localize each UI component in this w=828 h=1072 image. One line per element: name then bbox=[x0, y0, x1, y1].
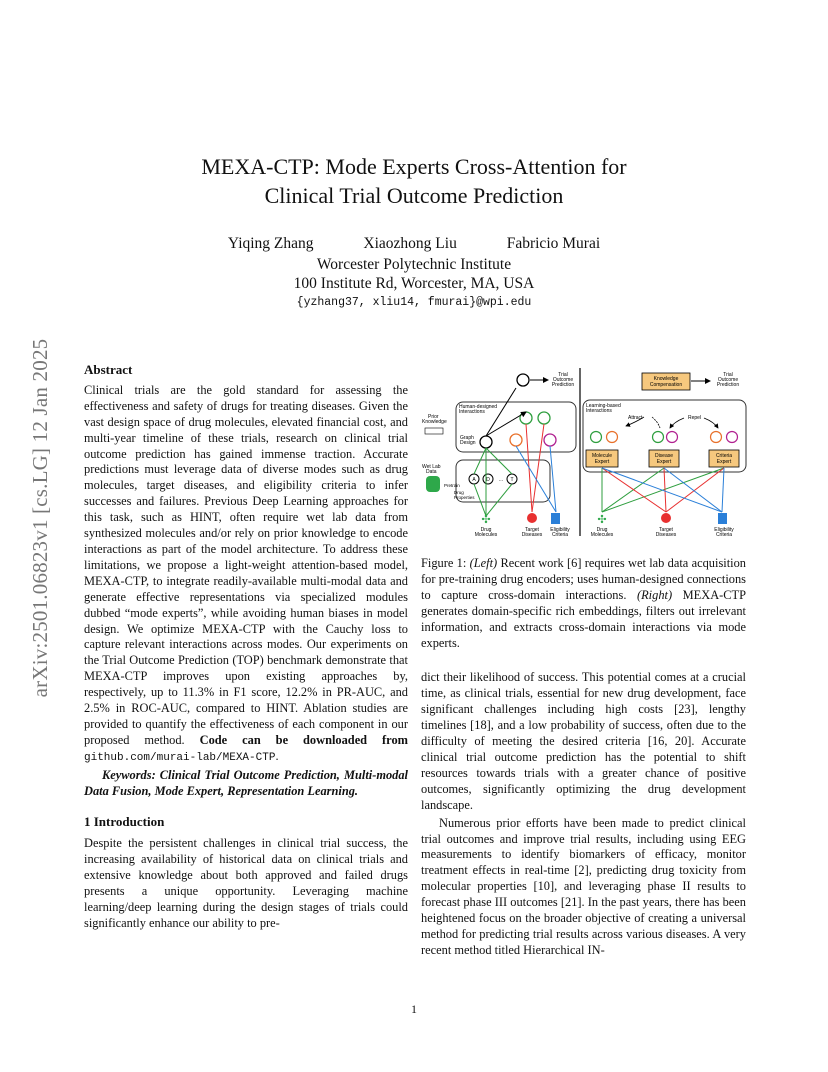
arxiv-identifier: arXiv:2501.06823v1 [cs.LG] 12 Jan 2025 bbox=[28, 338, 52, 698]
intro-paragraph-1-continued: dict their likelihood of success. This potential comes at a crucial time, as clinical trials, essential for new drug development, face significant challenges including high costs [23], lengthy timelines [18], and a low probability of success, often due to the difficulty of meeting the desired criteria [16, 20]. Accurate clinical trial outcome prediction has the potential to shift resources towards trials with a greater chance of positive outcomes, significantly optimizing the drug development landscape. bbox=[421, 670, 746, 812]
adme-d-text: D bbox=[486, 477, 490, 483]
adme-ellipsis: ... bbox=[498, 477, 504, 483]
target-diseases-icon-right bbox=[661, 513, 671, 523]
expert-node-3 bbox=[653, 432, 664, 443]
graph-node bbox=[480, 436, 492, 448]
author-list bbox=[0, 235, 828, 253]
left-column bbox=[84, 362, 408, 932]
introduction-heading: 1 Introduction bbox=[84, 814, 165, 830]
caption-right-tag: (Right) bbox=[636, 587, 673, 602]
intro-paragraph-2: Numerous prior efforts have been made to predict clinical trial outcomes and improve trial results, including using EEG measurements to identify biomarkers of efficacy, monitor treatment effects in real-time [2], predicting drug toxicity from molecular properties [10], and leveraging phase II results to forecast phase III outcomes [21]. In the past years, there has been heightened focus on the broader objective of creating a universal method for predicting trial results across various diseases. A very recent method titled Hierarchical IN- bbox=[421, 815, 746, 957]
repel-label: Repel bbox=[688, 415, 702, 421]
criteria-doc-icon-left bbox=[551, 513, 560, 524]
expert-node-5 bbox=[711, 432, 722, 443]
title-line-1: MEXA-CTP: Mode Experts Cross-Attention for bbox=[201, 154, 627, 179]
molecule-expert-label: Molecule Expert bbox=[591, 453, 613, 465]
attract-label: Attract bbox=[628, 415, 643, 421]
caption-left-tag: (Left) bbox=[469, 556, 498, 570]
caption-right-text: MEXA-CTP generates domain-specific rich embeddings, filters out irrelevant information, and extracts cross-domain interactions via mode experts. bbox=[421, 587, 746, 650]
learning-based-label: Learning-based Interactions bbox=[586, 403, 621, 414]
human-designed-label: Human-designed Interactions bbox=[459, 404, 498, 415]
title-line-2: Clinical Trial Outcome Prediction bbox=[264, 183, 564, 208]
disease-node bbox=[510, 434, 522, 446]
database-icon bbox=[426, 476, 440, 492]
eligibility-criteria-label-right: Eligibility Criteria bbox=[714, 527, 734, 538]
drug-properties-label: Drug Properties bbox=[454, 490, 475, 500]
code-availability: Code can be downloaded from bbox=[199, 732, 408, 747]
address: 100 Institute Rd, Worcester, MA, USA bbox=[293, 275, 535, 292]
target-diseases-label-left: Target Diseases bbox=[521, 527, 543, 538]
adme-t-text: T bbox=[510, 477, 514, 483]
right-column bbox=[421, 556, 746, 959]
caption-left-text: Recent work [6] requires wet lab data acquisition for pre-training drug encoders; uses human-designed connections to capture cross-domain interactions. bbox=[421, 556, 746, 602]
keywords-label: Keywords: bbox=[102, 767, 156, 782]
trial-outcome-label-left: Trial Outcome Prediction bbox=[551, 372, 575, 388]
eligibility-criteria-label-left: Eligibility Criteria bbox=[550, 527, 570, 538]
book-icon bbox=[425, 428, 443, 434]
abstract-text: Clinical trials are the gold standard for assessing the effectiveness and safety of drugs for treating diseases. Given the vast design space of drug molecules, elevated financial cost, and multi-year timeline of these trials, research on clinical trial outcome prediction has gained immense traction. Accurate predictions must leverage data of diverse modes such as drug molecules, target diseases, and eligibility criteria to infer successes and failures. Previous Deep Learning approaches for this task, such as HINT, often require wet lab data from synthesized molecules and/or rely on prior knowledge to encode interactions as part of the model architecture. To address these limitations, we propose a light-weight attention-based model, MEXA-CTP, to integrate readily-available multi-modal data and generate effective representations via specialized modules dubbed “mode experts”, while avoiding human biases in model design. We optimize MEXA-CTP with the Cauchy loss to capture relevant interactions across modes. Our experiments on the Trial Outcome Prediction (TOP) benchmark demonstrate that MEXA-CTP improves upon existing approaches by, respectively, up to 11.3% in F1 score, 12.2% in PR-AUC, and 2.5% in ROC-AUC, compared to HINT. Ablation studies are provided to quantify the effectiveness of each component in our proposed method. bbox=[84, 382, 408, 747]
author-1: Yiqing Zhang bbox=[227, 235, 314, 252]
drug-molecules-label-right: Drug Molecules bbox=[590, 527, 614, 538]
keywords-text: Clinical Trial Outcome Prediction, Multi-modal Data Fusion, Mode Expert, Representation Learning. bbox=[84, 767, 408, 798]
criteria-node bbox=[544, 434, 556, 446]
criteria-expert-label: Criteria Expert bbox=[715, 453, 733, 465]
wet-lab-label: Wet Lab Data bbox=[422, 464, 441, 475]
molecule-node-2 bbox=[538, 412, 550, 424]
disease-expert-label: Disease Expert bbox=[654, 453, 674, 465]
affiliation: Worcester Polytechnic Institute bbox=[316, 256, 512, 273]
expert-node-2 bbox=[607, 432, 618, 443]
figure-caption bbox=[421, 556, 746, 651]
outcome-circle-left bbox=[517, 374, 529, 386]
drug-molecules-icon-right: ✣ bbox=[597, 514, 607, 526]
adme-a-text: A bbox=[472, 477, 476, 483]
criteria-doc-icon-right bbox=[718, 513, 727, 524]
figure-caption-label: Figure 1: bbox=[421, 556, 467, 570]
trial-outcome-label-right: Trial Outcome Prediction bbox=[716, 372, 740, 388]
abstract-heading: Abstract bbox=[84, 362, 133, 377]
expert-node-1 bbox=[591, 432, 602, 443]
drug-molecules-label-left: Drug Molecules bbox=[474, 527, 498, 538]
paper-title bbox=[0, 152, 828, 210]
drug-molecules-icon-left: ✣ bbox=[481, 514, 491, 526]
keywords bbox=[84, 768, 408, 800]
author-emails: {yzhang37, xliu14, fmurai}@wpi.edu bbox=[296, 296, 532, 309]
author-3: Fabricio Murai bbox=[506, 235, 601, 252]
knowledge-compensation-label: Knowledge Compensation bbox=[649, 376, 683, 388]
graph-design-label: Graph Design bbox=[460, 435, 476, 446]
page-number: 1 bbox=[411, 1002, 417, 1016]
molecule-node-1 bbox=[520, 412, 532, 424]
intro-paragraph-1: Despite the persistent challenges in clinical trial success, the increasing availability of historical data on clinical trials and extensive knowledge about both approved and failed drugs presents a unique opportunity. Leveraging machine learning/deep learning during the design stages of trials could significantly enhance our ability to pre- bbox=[84, 836, 408, 930]
code-url-link[interactable]: github.com/murai-lab/MEXA-CTP bbox=[84, 751, 276, 764]
figure-1 bbox=[420, 366, 750, 544]
author-2: Xiaozhong Liu bbox=[363, 235, 457, 252]
expert-node-6 bbox=[727, 432, 738, 443]
expert-node-4 bbox=[667, 432, 678, 443]
prior-knowledge-label: Prior Knowledge bbox=[422, 414, 447, 425]
pretrain-label: Pretrain bbox=[444, 483, 460, 488]
code-period: . bbox=[275, 748, 279, 763]
target-diseases-label-right: Target Diseases bbox=[655, 527, 677, 538]
abstract-body bbox=[84, 383, 408, 767]
target-diseases-icon-left bbox=[527, 513, 537, 523]
